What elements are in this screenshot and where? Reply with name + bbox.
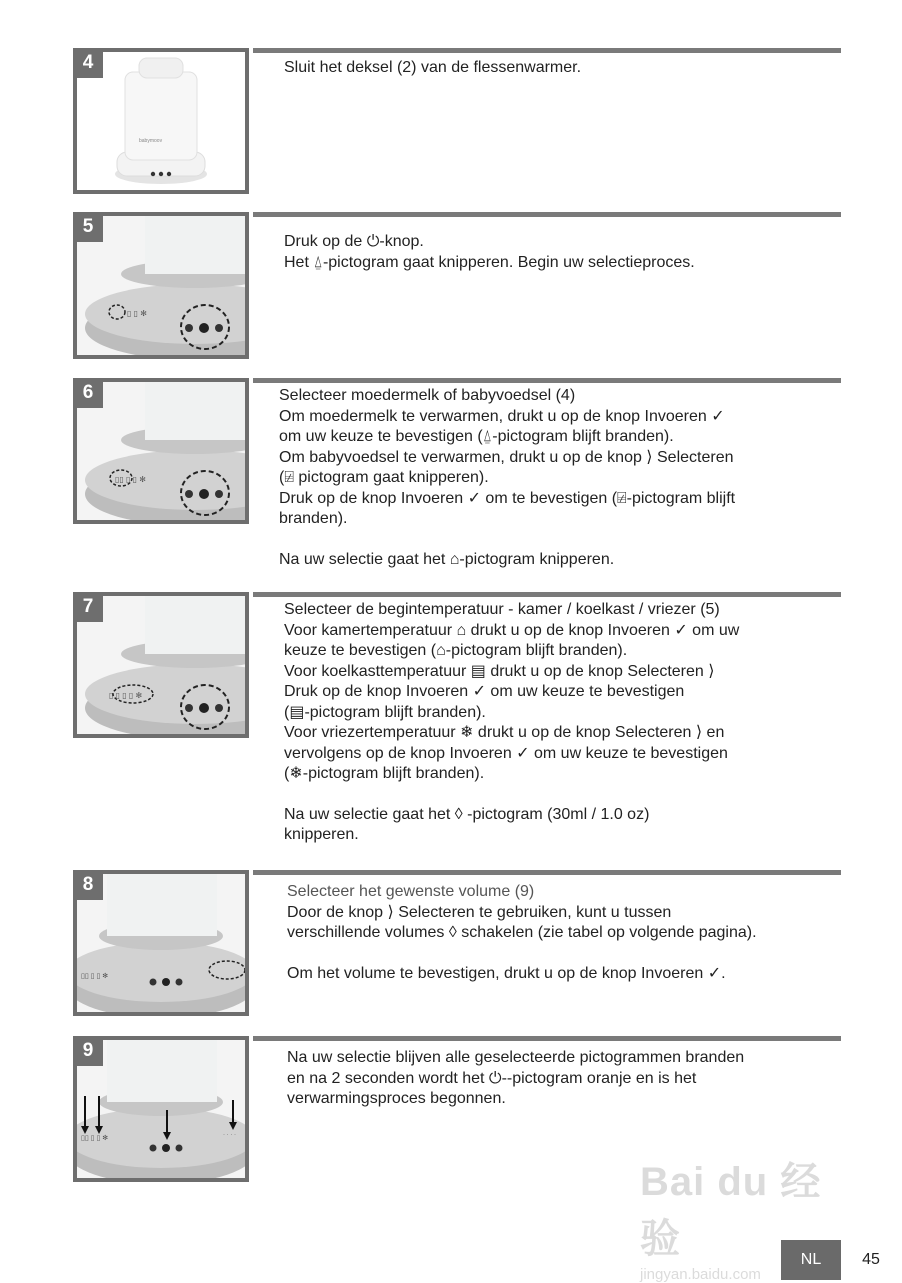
language-badge: NL bbox=[781, 1240, 841, 1280]
step-line: Selecteer moedermelk of babyvoedsel (4) bbox=[279, 387, 576, 404]
step-line: Selecteer de begintemperatuur - kamer / koelkast / vriezer (5) bbox=[284, 601, 720, 618]
step-line: Na uw selectie gaat het ⌂-pictogram knipperen. bbox=[279, 550, 615, 568]
step-number: 5 bbox=[73, 212, 103, 242]
step-divider bbox=[253, 378, 841, 383]
step-line: Voor koelkasttemperatuur ▤ drukt u op de knop Selecteren ⟩ bbox=[284, 662, 715, 680]
step-number: 6 bbox=[73, 378, 103, 408]
step-line: (❄-pictogram blijft branden). bbox=[284, 765, 485, 782]
step-line: knipperen. bbox=[284, 826, 359, 843]
step-6-text bbox=[279, 386, 824, 570]
step-4-text bbox=[284, 58, 829, 79]
step-7-text bbox=[284, 600, 829, 846]
svg-text:▯▯ ▯ ▯ ✻: ▯▯ ▯ ▯ ✻ bbox=[115, 475, 146, 484]
step-line: Na uw selectie blijven alle geselecteerde pictogrammen branden bbox=[287, 1049, 745, 1066]
step-line: Selecteer het gewenste volume (9) bbox=[287, 883, 535, 900]
step-line: (⍯ pictogram gaat knipperen). bbox=[279, 469, 489, 486]
step-divider bbox=[253, 592, 841, 597]
step-line: branden). bbox=[279, 510, 348, 527]
watermark-url: jingyan.baidu.com bbox=[640, 1266, 761, 1283]
step-line: Druk op de ⏻-knop. bbox=[284, 233, 424, 250]
step-divider bbox=[253, 212, 841, 217]
watermark-brand: Bai du 经验 bbox=[640, 1160, 822, 1261]
step-line: Het ⍙-pictogram gaat knipperen. Begin uw selectieproces. bbox=[284, 253, 695, 271]
product-logo: babymoov bbox=[139, 138, 163, 144]
step-divider bbox=[253, 1036, 841, 1041]
step-line: Voor vriezertemperatuur ❄ drukt u op de knop Selecteren ⟩ en bbox=[284, 724, 725, 741]
step-9-text bbox=[287, 1048, 832, 1110]
step-line: Druk op de knop Invoeren ✓ om uw keuze te bevestigen bbox=[284, 683, 685, 700]
svg-text:▯ ▯ ✻: ▯ ▯ ✻ bbox=[127, 309, 147, 318]
step-line: keuze te bevestigen (⌂-pictogram blijft branden). bbox=[284, 642, 628, 659]
step-line: verschillende volumes ◊ schakelen (zie tabel op volgende pagina). bbox=[287, 924, 757, 941]
step-line: verwarmingsproces begonnen. bbox=[287, 1090, 506, 1107]
page-number: 45 bbox=[862, 1251, 880, 1268]
step-line: (▤-pictogram blijft branden). bbox=[284, 703, 486, 721]
svg-text:▯ ▯ ▯ ▯ ✻: ▯ ▯ ▯ ▯ ✻ bbox=[109, 691, 143, 700]
svg-text:· · · ·: · · · · bbox=[223, 1132, 236, 1138]
step-line: vervolgens op de knop Invoeren ✓ om uw keuze te bevestigen bbox=[284, 744, 728, 762]
step-5-text bbox=[284, 232, 829, 273]
step-line: Voor kamertemperatuur ⌂ drukt u op de knop Invoeren ✓ om uw bbox=[284, 621, 740, 639]
step-line: Om het volume te bevestigen, drukt u op de knop Invoeren ✓. bbox=[287, 964, 726, 982]
step-line: Door de knop ⟩ Selecteren te gebruiken, kunt u tussen bbox=[287, 903, 672, 921]
step-line: om uw keuze te bevestigen (⍙-pictogram blijft branden). bbox=[279, 428, 674, 445]
step-divider bbox=[253, 870, 841, 875]
step-line: Om babyvoedsel te verwarmen, drukt u op de knop ⟩ Selecteren bbox=[279, 448, 734, 466]
step-divider bbox=[253, 48, 841, 53]
step-line: Sluit het deksel (2) van de flessenwarmer. bbox=[284, 59, 582, 76]
svg-text:▯▯ ▯ ▯ ✻: ▯▯ ▯ ▯ ✻ bbox=[81, 973, 109, 980]
step-number: 4 bbox=[73, 48, 103, 78]
step-line: Druk op de knop Invoeren ✓ om te bevestigen (⍯-pictogram blijft bbox=[279, 489, 736, 507]
step-line: en na 2 seconden wordt het ⏻--pictogram oranje en is het bbox=[287, 1069, 697, 1087]
step-number: 7 bbox=[73, 592, 103, 622]
step-8-text bbox=[287, 882, 832, 984]
step-line: Na uw selectie gaat het ◊ -pictogram (30ml / 1.0 oz) bbox=[284, 805, 650, 823]
svg-text:▯▯ ▯ ▯ ✻: ▯▯ ▯ ▯ ✻ bbox=[81, 1135, 109, 1142]
step-number: 9 bbox=[73, 1036, 103, 1066]
step-line: Om moedermelk te verwarmen, drukt u op de knop Invoeren ✓ bbox=[279, 407, 725, 425]
step-number: 8 bbox=[73, 870, 103, 900]
